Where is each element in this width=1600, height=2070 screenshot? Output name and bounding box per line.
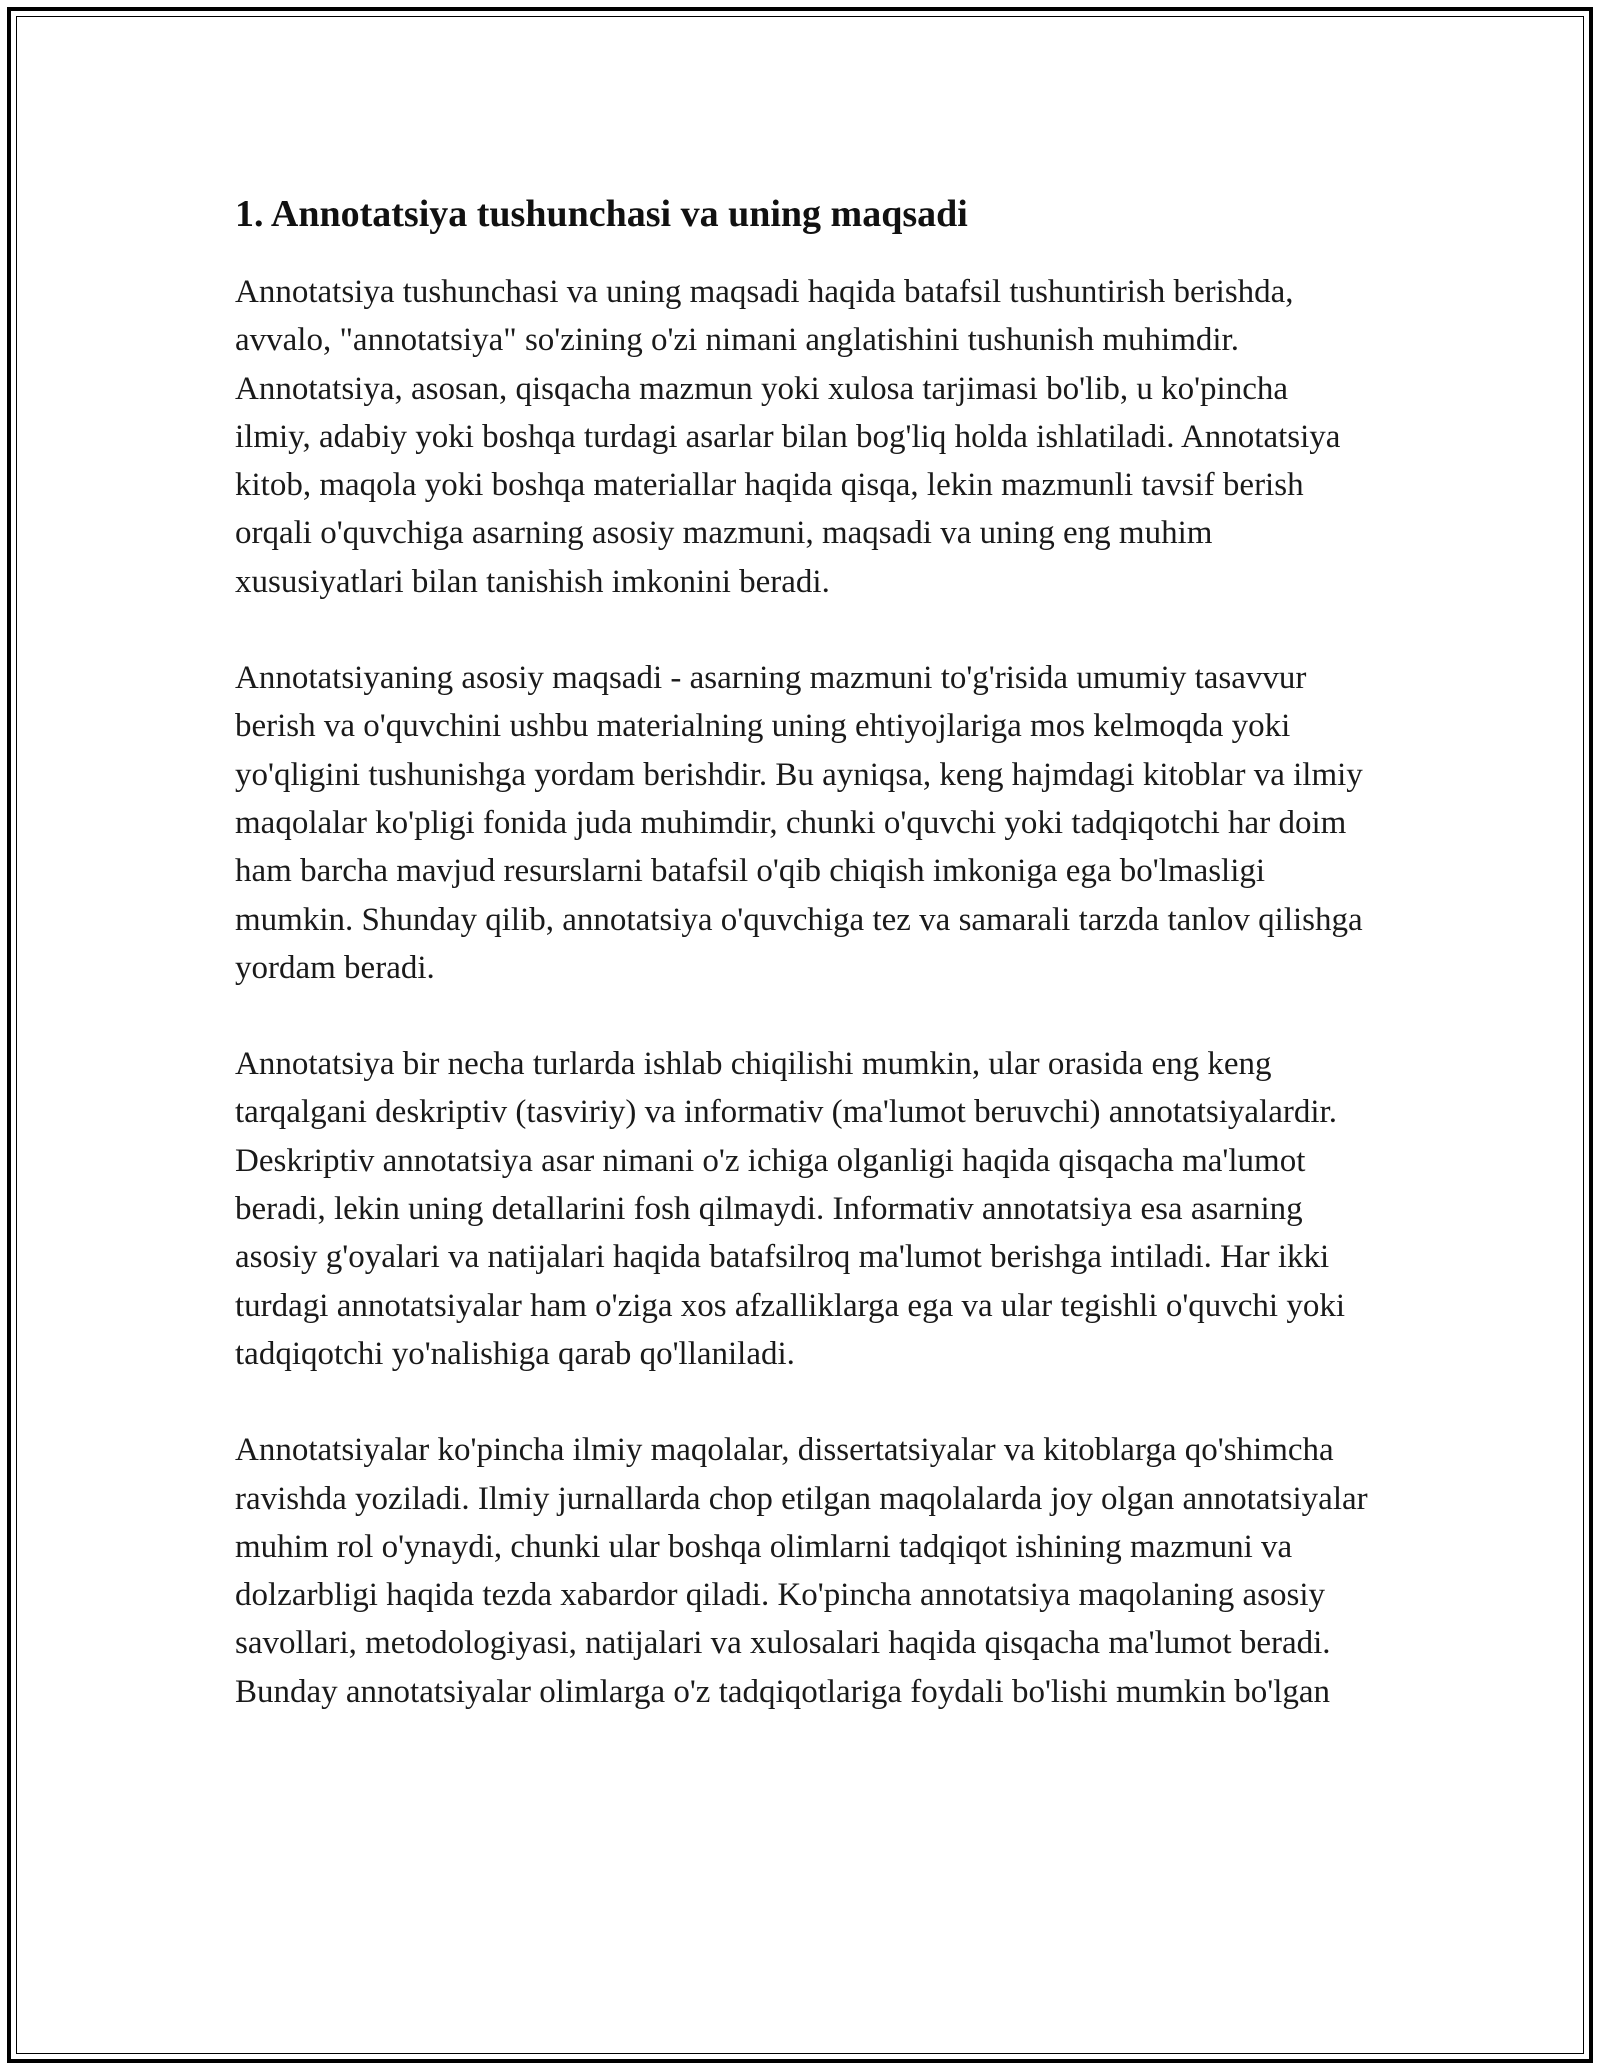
- section-heading: 1. Annotatsiya tushunchasi va uning maqsadi: [235, 193, 968, 235]
- paragraph-3: Annotatsiya bir necha turlarda ishlab chiqilishi mumkin, ular orasida eng keng tarqalgani deskriptiv (tasviriy) va informativ (ma'lumot beruvchi) annotatsiyalardir. Deskriptiv annotatsiya asar nimani o'z ichiga olganligi haqida qisqacha ma'lumot beradi, lekin uning detallarini fosh qilmaydi. Informativ annotatsiya esa asarning asosiy g'oyalari va natijalari haqida batafsilroq ma'lumot berishga intiladi. Har ikki turdagi annotatsiyalar ham o'ziga xos afzalliklarga ega va ular tegishli o'quvchi yoki tadqiqotchi yo'nalishiga qarab qo'llaniladi.: [235, 1046, 1346, 1372]
- paragraph-2: Annotatsiyaning asosiy maqsadi - asarning mazmuni to'g'risida umumiy tasavvur berish va o'quvchini ushbu materialning uning ehtiyojlariga mos kelmoqda yoki yo'qligini tushunishga yordam berishdir. Bu ayniqsa, keng hajmdagi kitoblar va ilmiy maqolalar ko'pligi fonida juda muhimdir, chunki o'quvchi yoki tadqiqotchi har doim ham barcha mavjud resurslarni batafsil o'qib chiqish imkoniga ega bo'lmasligi mumkin. Shunday qilib, annotatsiya o'quvchiga tez va samarali tarzda tanlov qilishga yordam beradi.: [235, 660, 1363, 986]
- paragraph-1: Annotatsiya tushunchasi va uning maqsadi haqida batafsil tushuntirish berishda, avvalo, "annotatsiya" so'zining o'zi nimani anglatishini tushunish muhimdir. Annotatsiya, asosan, qisqacha mazmun yoki xulosa tarjimasi bo'lib, u ko'pincha ilmiy, adabiy yoki boshqa turdagi asarlar bilan bog'liq holda ishlatiladi. Annotatsiya kitob, maqola yoki boshqa materiallar haqida qisqa, lekin mazmunli tavsif berish orqali o'quvchiga asarning asosiy mazmuni, maqsadi va uning eng muhim xususiyatlari bilan tanishish imkonini beradi.: [235, 274, 1341, 600]
- document-body: [235, 186, 1370, 1764]
- paragraph-4: Annotatsiyalar ko'pincha ilmiy maqolalar, dissertatsiyalar va kitoblarga qo'shimcha ravishda yoziladi. Ilmiy jurnallarda chop etilgan maqolalarda joy olgan annotatsiyalar muhim rol o'ynaydi, chunki ular boshqa olimlarni tadqiqot ishining mazmuni va dolzarbligi haqida tezda xabardor qiladi. Ko'pincha annotatsiya maqolaning asosiy savollari, metodologiyasi, natijalari va xulosalari haqida qisqacha ma'lumot beradi. Bunday annotatsiyalar olimlarga o'z tadqiqotlariga foydali bo'lishi mumkin bo'lgan: [235, 1432, 1368, 1710]
